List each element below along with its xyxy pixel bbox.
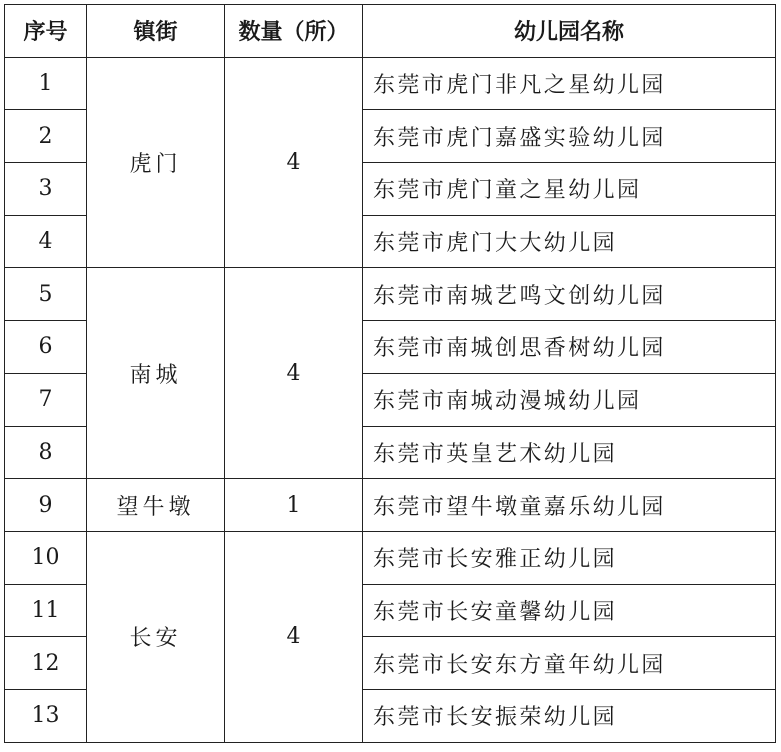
- serial-number-cell: 7: [5, 373, 87, 426]
- table-row: [5, 268, 776, 321]
- kindergarten-name-cell: 东莞市长安雅正幼儿园: [363, 531, 776, 584]
- serial-number-cell: 10: [5, 531, 87, 584]
- kindergarten-name-cell: 东莞市虎门非凡之星幼儿园: [363, 57, 776, 110]
- serial-number-cell: 2: [5, 110, 87, 163]
- count-cell: 4: [225, 531, 363, 742]
- header-row: [5, 5, 776, 58]
- table-row: [5, 531, 776, 584]
- serial-number-cell: 1: [5, 57, 87, 110]
- kindergarten-name-cell: 东莞市南城创思香树幼儿园: [363, 321, 776, 374]
- serial-number-cell: 12: [5, 637, 87, 690]
- town-cell: 虎门: [87, 57, 225, 268]
- count-cell: 4: [225, 268, 363, 479]
- header-town: 镇街: [87, 5, 225, 58]
- kindergarten-name-cell: 东莞市长安振荣幼儿园: [363, 689, 776, 742]
- kindergarten-name-cell: 东莞市虎门大大幼儿园: [363, 215, 776, 268]
- serial-number-cell: 4: [5, 215, 87, 268]
- serial-number-cell: 9: [5, 479, 87, 532]
- town-cell: 南城: [87, 268, 225, 479]
- kindergarten-name-cell: 东莞市英皇艺术幼儿园: [363, 426, 776, 479]
- serial-number-cell: 6: [5, 321, 87, 374]
- kindergarten-name-cell: 东莞市虎门童之星幼儿园: [363, 163, 776, 216]
- town-cell: 望牛墩: [87, 479, 225, 532]
- count-cell: 1: [225, 479, 363, 532]
- kindergarten-name-cell: 东莞市长安童馨幼儿园: [363, 584, 776, 637]
- serial-number-cell: 5: [5, 268, 87, 321]
- kindergarten-name-cell: 东莞市南城动漫城幼儿园: [363, 373, 776, 426]
- kindergarten-name-cell: 东莞市望牛墩童嘉乐幼儿园: [363, 479, 776, 532]
- serial-number-cell: 8: [5, 426, 87, 479]
- serial-number-cell: 13: [5, 689, 87, 742]
- count-cell: 4: [225, 57, 363, 268]
- kindergarten-name-cell: 东莞市虎门嘉盛实验幼儿园: [363, 110, 776, 163]
- serial-number-cell: 3: [5, 163, 87, 216]
- header-serial-number: 序号: [5, 5, 87, 58]
- kindergarten-name-cell: 东莞市南城艺鸣文创幼儿园: [363, 268, 776, 321]
- kindergarten-name-cell: 东莞市长安东方童年幼儿园: [363, 637, 776, 690]
- serial-number-cell: 11: [5, 584, 87, 637]
- town-cell: 长安: [87, 531, 225, 742]
- header-count: 数量（所）: [225, 5, 363, 58]
- header-kindergarten-name: 幼儿园名称: [363, 5, 776, 58]
- table-row: [5, 57, 776, 110]
- table-row: [5, 479, 776, 532]
- kindergarten-table: [4, 4, 776, 743]
